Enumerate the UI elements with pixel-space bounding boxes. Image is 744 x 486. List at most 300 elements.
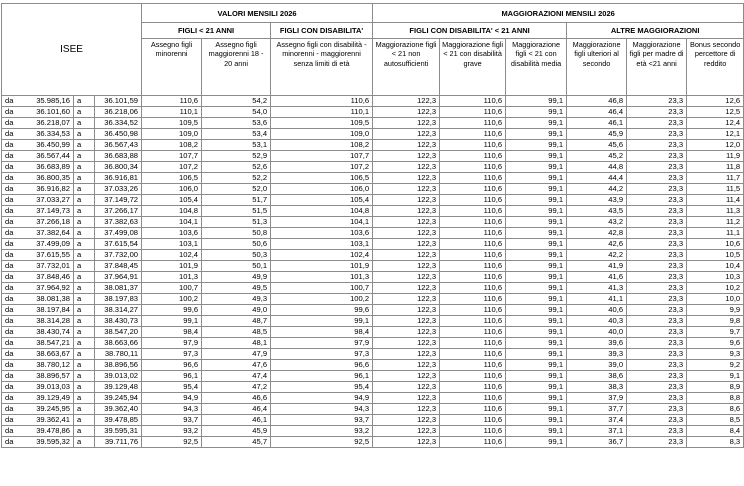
col-header-assegno-minorenni: Assegno figli minorenni <box>142 39 202 96</box>
bonus-secondo-percettore-cell: 11,3 <box>687 206 744 217</box>
magg-madre-under-21-cell: 23,3 <box>627 382 687 393</box>
isee-to-value: 36.916,81 <box>95 173 142 184</box>
assegno-minorenni-cell: 97,3 <box>142 349 202 360</box>
assegno-maggiorenni-cell: 50,3 <box>202 250 271 261</box>
isee-to-value: 36.683,88 <box>95 151 142 162</box>
range-to-label: a <box>74 96 95 107</box>
magg-disabilita-media-cell: 99,1 <box>506 195 567 206</box>
range-to-label: a <box>74 294 95 305</box>
bonus-secondo-percettore-cell: 8,8 <box>687 393 744 404</box>
assegno-maggiorenni-cell: 52,0 <box>202 184 271 195</box>
isee-from-value: 36.334,53 <box>29 129 74 140</box>
magg-non-autosufficienti-cell: 122,3 <box>373 206 440 217</box>
magg-madre-under-21-cell: 23,3 <box>627 140 687 151</box>
magg-non-autosufficienti-cell: 122,3 <box>373 184 440 195</box>
table-row <box>2 360 744 371</box>
magg-figli-ulteriori-cell: 44,2 <box>567 184 627 195</box>
bonus-secondo-percettore-cell: 8,4 <box>687 426 744 437</box>
magg-disabilita-grave-cell: 110,6 <box>440 272 506 283</box>
assegno-disabilita-cell: 99,6 <box>271 305 373 316</box>
altre-maggiorazioni-header: ALTRE MAGGIORAZIONI <box>567 23 744 39</box>
isee-to-value: 39.362,40 <box>95 404 142 415</box>
range-from-label: da <box>2 305 29 316</box>
table-row <box>2 305 744 316</box>
isee-from-value: 38.547,21 <box>29 338 74 349</box>
assegno-maggiorenni-cell: 53,4 <box>202 129 271 140</box>
isee-to-value: 39.711,76 <box>95 437 142 448</box>
magg-disabilita-grave-cell: 110,6 <box>440 404 506 415</box>
isee-to-value: 38.314,27 <box>95 305 142 316</box>
range-from-label: da <box>2 415 29 426</box>
magg-disabilita-media-cell: 99,1 <box>506 437 567 448</box>
isee-from-value: 37.149,73 <box>29 206 74 217</box>
assegno-maggiorenni-cell: 49,0 <box>202 305 271 316</box>
range-to-label: a <box>74 283 95 294</box>
isee-from-value: 37.266,18 <box>29 217 74 228</box>
magg-figli-ulteriori-cell: 37,7 <box>567 404 627 415</box>
bonus-secondo-percettore-cell: 12,0 <box>687 140 744 151</box>
isee-from-value: 36.450,99 <box>29 140 74 151</box>
range-to-label: a <box>74 371 95 382</box>
col-header-magg-figli-ulteriori: Maggiorazione figli ulteriori al secondo <box>567 39 627 96</box>
assegno-maggiorenni-cell: 50,8 <box>202 228 271 239</box>
range-from-label: da <box>2 294 29 305</box>
range-from-label: da <box>2 382 29 393</box>
bonus-secondo-percettore-cell: 8,9 <box>687 382 744 393</box>
assegno-maggiorenni-cell: 49,5 <box>202 283 271 294</box>
table-row <box>2 151 744 162</box>
magg-madre-under-21-cell: 23,3 <box>627 426 687 437</box>
range-to-label: a <box>74 173 95 184</box>
assegno-minorenni-cell: 101,3 <box>142 272 202 283</box>
assegno-minorenni-cell: 109,5 <box>142 118 202 129</box>
assegno-minorenni-cell: 110,1 <box>142 107 202 118</box>
table-row <box>2 327 744 338</box>
range-to-label: a <box>74 338 95 349</box>
assegno-minorenni-cell: 99,1 <box>142 316 202 327</box>
magg-madre-under-21-cell: 23,3 <box>627 184 687 195</box>
magg-madre-under-21-cell: 23,3 <box>627 305 687 316</box>
magg-disabilita-media-cell: 99,1 <box>506 349 567 360</box>
bonus-secondo-percettore-cell: 11,7 <box>687 173 744 184</box>
magg-disabilita-media-cell: 99,1 <box>506 316 567 327</box>
assegno-maggiorenni-cell: 52,2 <box>202 173 271 184</box>
assegno-maggiorenni-cell: 53,1 <box>202 140 271 151</box>
bonus-secondo-percettore-cell: 9,2 <box>687 360 744 371</box>
magg-disabilita-grave-cell: 110,6 <box>440 382 506 393</box>
magg-figli-ulteriori-cell: 46,4 <box>567 107 627 118</box>
assegno-maggiorenni-cell: 53,6 <box>202 118 271 129</box>
magg-figli-ulteriori-cell: 45,6 <box>567 140 627 151</box>
isee-from-value: 37.499,09 <box>29 239 74 250</box>
magg-figli-ulteriori-cell: 44,8 <box>567 162 627 173</box>
magg-non-autosufficienti-cell: 122,3 <box>373 349 440 360</box>
magg-non-autosufficienti-cell: 122,3 <box>373 173 440 184</box>
assegno-minorenni-cell: 108,2 <box>142 140 202 151</box>
assegno-maggiorenni-cell: 45,7 <box>202 437 271 448</box>
bonus-secondo-percettore-cell: 9,9 <box>687 305 744 316</box>
bonus-secondo-percettore-cell: 10,5 <box>687 250 744 261</box>
bonus-secondo-percettore-cell: 8,3 <box>687 437 744 448</box>
magg-non-autosufficienti-cell: 122,3 <box>373 371 440 382</box>
magg-disabilita-media-cell: 99,1 <box>506 118 567 129</box>
magg-figli-ulteriori-cell: 39,3 <box>567 349 627 360</box>
magg-disabilita-media-cell: 99,1 <box>506 393 567 404</box>
assegno-disabilita-cell: 95,4 <box>271 382 373 393</box>
range-from-label: da <box>2 371 29 382</box>
table-row <box>2 371 744 382</box>
magg-disabilita-grave-cell: 110,6 <box>440 371 506 382</box>
assegno-disabilita-cell: 107,7 <box>271 151 373 162</box>
isee-from-value: 37.848,46 <box>29 272 74 283</box>
table-row <box>2 107 744 118</box>
assegno-minorenni-cell: 94,3 <box>142 404 202 415</box>
range-from-label: da <box>2 195 29 206</box>
table-row <box>2 294 744 305</box>
magg-figli-ulteriori-cell: 41,1 <box>567 294 627 305</box>
magg-figli-ulteriori-cell: 41,3 <box>567 283 627 294</box>
assegno-minorenni-cell: 107,7 <box>142 151 202 162</box>
magg-non-autosufficienti-cell: 122,3 <box>373 140 440 151</box>
range-to-label: a <box>74 437 95 448</box>
isee-to-value: 39.245,94 <box>95 393 142 404</box>
assegno-minorenni-cell: 105,4 <box>142 195 202 206</box>
magg-disabilita-grave-cell: 110,6 <box>440 151 506 162</box>
magg-non-autosufficienti-cell: 122,3 <box>373 415 440 426</box>
magg-disabilita-grave-cell: 110,6 <box>440 250 506 261</box>
range-to-label: a <box>74 316 95 327</box>
magg-figli-ulteriori-cell: 36,7 <box>567 437 627 448</box>
magg-figli-ulteriori-cell: 37,9 <box>567 393 627 404</box>
magg-disabilita-media-cell: 99,1 <box>506 250 567 261</box>
table-row <box>2 118 744 129</box>
isee-to-value: 36.567,43 <box>95 140 142 151</box>
magg-non-autosufficienti-cell: 122,3 <box>373 107 440 118</box>
magg-madre-under-21-cell: 23,3 <box>627 195 687 206</box>
assegno-minorenni-cell: 99,6 <box>142 305 202 316</box>
assegno-disabilita-cell: 103,1 <box>271 239 373 250</box>
assegno-minorenni-cell: 107,2 <box>142 162 202 173</box>
isee-from-value: 39.245,95 <box>29 404 74 415</box>
magg-disabilita-media-cell: 99,1 <box>506 305 567 316</box>
bonus-secondo-percettore-cell: 9,3 <box>687 349 744 360</box>
magg-madre-under-21-cell: 23,3 <box>627 107 687 118</box>
magg-disabilita-media-cell: 99,1 <box>506 206 567 217</box>
isee-to-value: 36.800,34 <box>95 162 142 173</box>
table-row <box>2 393 744 404</box>
assegno-minorenni-cell: 96,1 <box>142 371 202 382</box>
isee-from-value: 36.567,44 <box>29 151 74 162</box>
assegno-maggiorenni-cell: 49,3 <box>202 294 271 305</box>
magg-figli-ulteriori-cell: 41,6 <box>567 272 627 283</box>
table-row <box>2 349 744 360</box>
assegno-maggiorenni-cell: 48,5 <box>202 327 271 338</box>
table-row <box>2 437 744 448</box>
isee-to-value: 37.499,08 <box>95 228 142 239</box>
magg-non-autosufficienti-cell: 122,3 <box>373 404 440 415</box>
magg-disabilita-grave-cell: 110,6 <box>440 437 506 448</box>
assegno-disabilita-cell: 107,2 <box>271 162 373 173</box>
assegno-disabilita-cell: 97,3 <box>271 349 373 360</box>
isee-to-value: 39.013,02 <box>95 371 142 382</box>
magg-figli-ulteriori-cell: 43,5 <box>567 206 627 217</box>
table-row <box>2 129 744 140</box>
assegno-maggiorenni-cell: 48,7 <box>202 316 271 327</box>
magg-madre-under-21-cell: 23,3 <box>627 162 687 173</box>
assegno-disabilita-cell: 100,7 <box>271 283 373 294</box>
col-header-magg-madre-under-21: Maggiorazione figli per madre di età <21 anni <box>627 39 687 96</box>
assegno-disabilita-cell: 104,1 <box>271 217 373 228</box>
col-header-magg-disabilita-grave: Maggiorazione figli < 21 con disabilità grave <box>440 39 506 96</box>
assegno-maggiorenni-cell: 50,6 <box>202 239 271 250</box>
assegno-disabilita-cell: 97,9 <box>271 338 373 349</box>
magg-disabilita-grave-cell: 110,6 <box>440 327 506 338</box>
range-from-label: da <box>2 206 29 217</box>
magg-non-autosufficienti-cell: 122,3 <box>373 151 440 162</box>
range-from-label: da <box>2 338 29 349</box>
isee-to-value: 38.663,66 <box>95 338 142 349</box>
magg-non-autosufficienti-cell: 122,3 <box>373 360 440 371</box>
range-to-label: a <box>74 239 95 250</box>
range-from-label: da <box>2 404 29 415</box>
range-from-label: da <box>2 96 29 107</box>
magg-disabilita-grave-cell: 110,6 <box>440 195 506 206</box>
range-from-label: da <box>2 349 29 360</box>
assegno-disabilita-cell: 96,6 <box>271 360 373 371</box>
assegno-minorenni-cell: 109,0 <box>142 129 202 140</box>
magg-figli-ulteriori-cell: 39,6 <box>567 338 627 349</box>
isee-to-value: 37.964,91 <box>95 272 142 283</box>
range-to-label: a <box>74 151 95 162</box>
assegno-minorenni-cell: 104,1 <box>142 217 202 228</box>
assegno-disabilita-cell: 105,4 <box>271 195 373 206</box>
assegno-minorenni-cell: 106,5 <box>142 173 202 184</box>
magg-figli-ulteriori-cell: 45,9 <box>567 129 627 140</box>
assegno-maggiorenni-cell: 47,9 <box>202 349 271 360</box>
magg-non-autosufficienti-cell: 122,3 <box>373 217 440 228</box>
assegno-disabilita-cell: 110,6 <box>271 96 373 107</box>
isee-from-value: 38.314,28 <box>29 316 74 327</box>
magg-madre-under-21-cell: 23,3 <box>627 239 687 250</box>
isee-to-value: 38.547,20 <box>95 327 142 338</box>
magg-figli-ulteriori-cell: 38,3 <box>567 382 627 393</box>
magg-madre-under-21-cell: 23,3 <box>627 118 687 129</box>
table-row <box>2 316 744 327</box>
assegno-disabilita-cell: 106,0 <box>271 184 373 195</box>
range-from-label: da <box>2 184 29 195</box>
assegno-minorenni-cell: 98,4 <box>142 327 202 338</box>
assegno-disabilita-cell: 110,1 <box>271 107 373 118</box>
range-from-label: da <box>2 261 29 272</box>
assegno-minorenni-cell: 106,0 <box>142 184 202 195</box>
assegno-minorenni-cell: 103,1 <box>142 239 202 250</box>
bonus-secondo-percettore-cell: 9,7 <box>687 327 744 338</box>
bonus-secondo-percettore-cell: 10,2 <box>687 283 744 294</box>
isee-to-value: 38.780,11 <box>95 349 142 360</box>
table-row <box>2 239 744 250</box>
magg-disabilita-media-cell: 99,1 <box>506 217 567 228</box>
magg-figli-ulteriori-cell: 37,1 <box>567 426 627 437</box>
assegno-maggiorenni-cell: 54,0 <box>202 107 271 118</box>
range-from-label: da <box>2 272 29 283</box>
isee-to-value: 38.896,56 <box>95 360 142 371</box>
bonus-secondo-percettore-cell: 8,5 <box>687 415 744 426</box>
isee-to-value: 39.478,85 <box>95 415 142 426</box>
bonus-secondo-percettore-cell: 12,6 <box>687 96 744 107</box>
bonus-secondo-percettore-cell: 11,1 <box>687 228 744 239</box>
table-body <box>2 96 744 448</box>
magg-disabilita-media-cell: 99,1 <box>506 140 567 151</box>
isee-from-value: 37.964,92 <box>29 283 74 294</box>
isee-from-value: 36.683,89 <box>29 162 74 173</box>
isee-to-value: 36.334,52 <box>95 118 142 129</box>
bonus-secondo-percettore-cell: 11,2 <box>687 217 744 228</box>
magg-disabilita-media-cell: 99,1 <box>506 338 567 349</box>
magg-disabilita-media-cell: 99,1 <box>506 371 567 382</box>
magg-madre-under-21-cell: 23,3 <box>627 404 687 415</box>
table-row <box>2 415 744 426</box>
isee-to-value: 37.033,26 <box>95 184 142 195</box>
bonus-secondo-percettore-cell: 12,1 <box>687 129 744 140</box>
magg-figli-ulteriori-cell: 40,0 <box>567 327 627 338</box>
range-to-label: a <box>74 261 95 272</box>
range-from-label: da <box>2 217 29 228</box>
magg-disabilita-media-cell: 99,1 <box>506 239 567 250</box>
isee-to-value: 39.595,31 <box>95 426 142 437</box>
magg-disabilita-grave-cell: 110,6 <box>440 217 506 228</box>
assegno-maggiorenni-cell: 51,7 <box>202 195 271 206</box>
magg-disabilita-grave-cell: 110,6 <box>440 393 506 404</box>
table-row <box>2 96 744 107</box>
bonus-secondo-percettore-cell: 9,6 <box>687 338 744 349</box>
table-row <box>2 173 744 184</box>
range-from-label: da <box>2 129 29 140</box>
isee-from-value: 36.101,60 <box>29 107 74 118</box>
table-row <box>2 140 744 151</box>
figli-minori-21-header: FIGLI < 21 ANNI <box>142 23 271 39</box>
magg-non-autosufficienti-cell: 122,3 <box>373 96 440 107</box>
range-from-label: da <box>2 393 29 404</box>
magg-figli-ulteriori-cell: 45,2 <box>567 151 627 162</box>
magg-madre-under-21-cell: 23,3 <box>627 283 687 294</box>
isee-from-value: 38.430,74 <box>29 327 74 338</box>
magg-disabilita-grave-cell: 110,6 <box>440 426 506 437</box>
table-row <box>2 195 744 206</box>
isee-to-value: 37.615,54 <box>95 239 142 250</box>
magg-disabilita-grave-cell: 110,6 <box>440 173 506 184</box>
range-from-label: da <box>2 327 29 338</box>
isee-to-value: 36.450,98 <box>95 129 142 140</box>
isee-to-value: 37.848,45 <box>95 261 142 272</box>
magg-disabilita-grave-cell: 110,6 <box>440 283 506 294</box>
magg-non-autosufficienti-cell: 122,3 <box>373 228 440 239</box>
assegno-disabilita-cell: 98,4 <box>271 327 373 338</box>
magg-disabilita-grave-cell: 110,6 <box>440 305 506 316</box>
magg-disabilita-media-cell: 99,1 <box>506 415 567 426</box>
range-to-label: a <box>74 206 95 217</box>
assegno-disabilita-cell: 109,0 <box>271 129 373 140</box>
magg-non-autosufficienti-cell: 122,3 <box>373 283 440 294</box>
isee-from-value: 37.732,01 <box>29 261 74 272</box>
assegno-disabilita-cell: 94,3 <box>271 404 373 415</box>
magg-madre-under-21-cell: 23,3 <box>627 327 687 338</box>
magg-madre-under-21-cell: 23,3 <box>627 173 687 184</box>
magg-disabilita-media-cell: 99,1 <box>506 129 567 140</box>
magg-disabilita-grave-cell: 110,6 <box>440 316 506 327</box>
range-to-label: a <box>74 393 95 404</box>
magg-figli-ulteriori-cell: 44,4 <box>567 173 627 184</box>
isee-to-value: 38.081,37 <box>95 283 142 294</box>
bonus-secondo-percettore-cell: 8,6 <box>687 404 744 415</box>
assegno-maggiorenni-cell: 52,9 <box>202 151 271 162</box>
range-to-label: a <box>74 184 95 195</box>
magg-disabilita-grave-cell: 110,6 <box>440 261 506 272</box>
table-row <box>2 283 744 294</box>
assegno-disabilita-cell: 93,2 <box>271 426 373 437</box>
range-from-label: da <box>2 239 29 250</box>
table-row <box>2 426 744 437</box>
isee-to-value: 36.101,59 <box>95 96 142 107</box>
assegno-minorenni-cell: 92,5 <box>142 437 202 448</box>
magg-non-autosufficienti-cell: 122,3 <box>373 129 440 140</box>
magg-disabilita-media-cell: 99,1 <box>506 283 567 294</box>
magg-disabilita-grave-cell: 110,6 <box>440 107 506 118</box>
isee-from-value: 37.615,55 <box>29 250 74 261</box>
maggiorazioni-mensili-header: MAGGIORAZIONI MENSILI 2026 <box>373 4 744 23</box>
assegno-disabilita-cell: 93,7 <box>271 415 373 426</box>
range-to-label: a <box>74 118 95 129</box>
table-row <box>2 338 744 349</box>
isee-to-value: 37.382,63 <box>95 217 142 228</box>
magg-figli-ulteriori-cell: 42,8 <box>567 228 627 239</box>
assegno-disabilita-cell: 101,9 <box>271 261 373 272</box>
magg-disabilita-grave-cell: 110,6 <box>440 415 506 426</box>
bonus-secondo-percettore-cell: 11,9 <box>687 151 744 162</box>
range-from-label: da <box>2 118 29 129</box>
col-header-assegno-disabilita: Assegno figli con disabilità - minorenni - maggiorenni senza limiti di età <box>271 39 373 96</box>
bonus-secondo-percettore-cell: 10,3 <box>687 272 744 283</box>
isee-to-value: 37.149,72 <box>95 195 142 206</box>
range-from-label: da <box>2 360 29 371</box>
range-from-label: da <box>2 437 29 448</box>
isee-from-value: 37.382,64 <box>29 228 74 239</box>
range-to-label: a <box>74 217 95 228</box>
magg-disabilita-media-cell: 99,1 <box>506 272 567 283</box>
range-from-label: da <box>2 162 29 173</box>
bonus-secondo-percettore-cell: 11,5 <box>687 184 744 195</box>
assegno-maggiorenni-cell: 46,6 <box>202 393 271 404</box>
table-row <box>2 382 744 393</box>
magg-disabilita-grave-cell: 110,6 <box>440 140 506 151</box>
assegno-minorenni-cell: 94,9 <box>142 393 202 404</box>
magg-disabilita-media-cell: 99,1 <box>506 151 567 162</box>
magg-figli-ulteriori-cell: 40,6 <box>567 305 627 316</box>
magg-madre-under-21-cell: 23,3 <box>627 349 687 360</box>
isee-from-value: 38.663,67 <box>29 349 74 360</box>
range-to-label: a <box>74 272 95 283</box>
assegno-disabilita-cell: 109,5 <box>271 118 373 129</box>
range-to-label: a <box>74 305 95 316</box>
magg-figli-ulteriori-cell: 46,8 <box>567 96 627 107</box>
range-to-label: a <box>74 426 95 437</box>
magg-madre-under-21-cell: 23,3 <box>627 437 687 448</box>
magg-figli-ulteriori-cell: 46,1 <box>567 118 627 129</box>
magg-disabilita-media-cell: 99,1 <box>506 162 567 173</box>
range-to-label: a <box>74 404 95 415</box>
isee-from-value: 38.780,12 <box>29 360 74 371</box>
col-header-magg-disabilita-media: Maggiorazione figli < 21 con disabilità media <box>506 39 567 96</box>
range-to-label: a <box>74 107 95 118</box>
